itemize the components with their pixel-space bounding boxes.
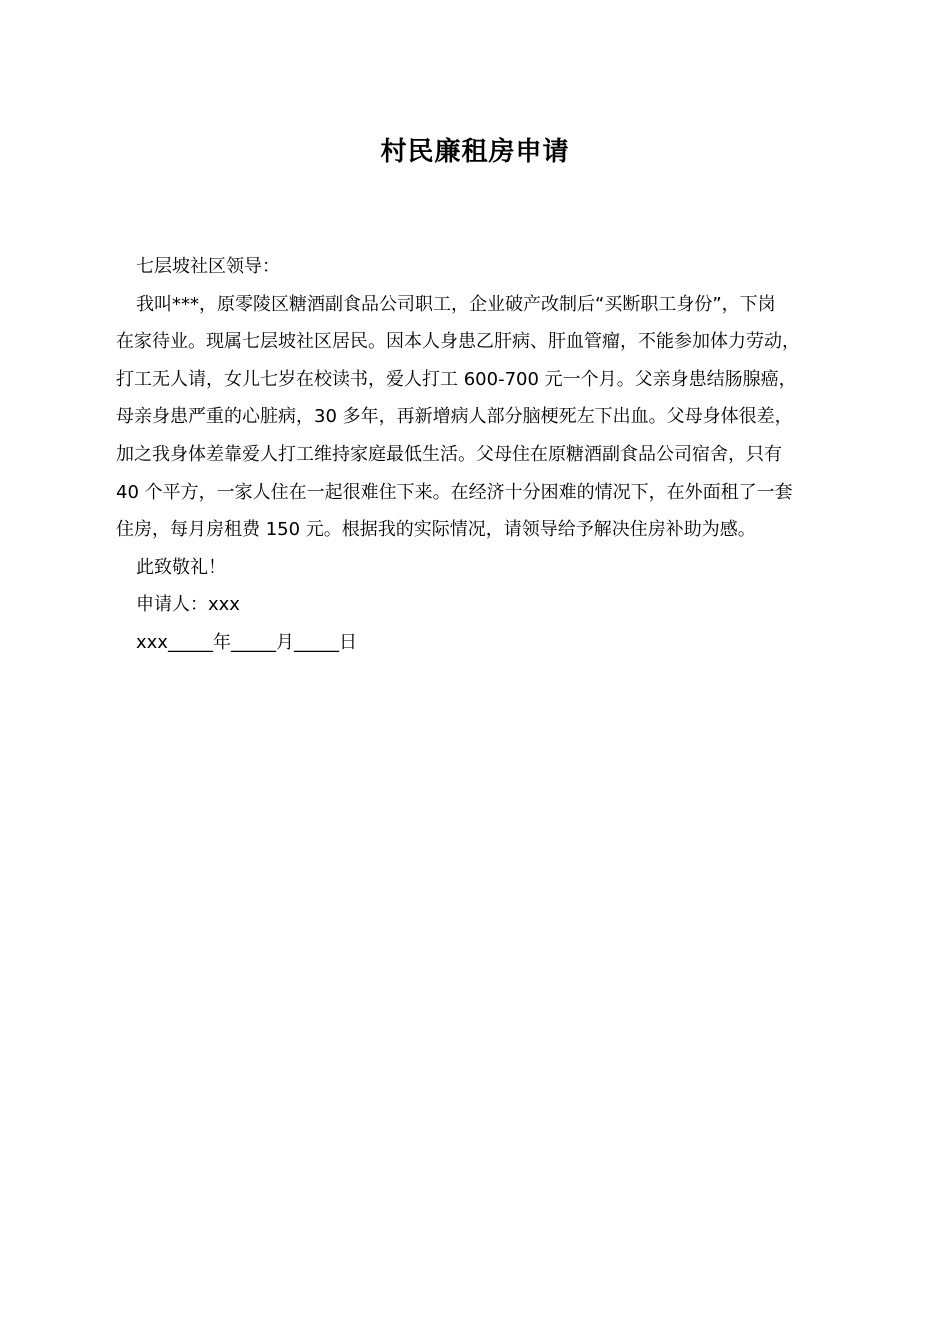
body-line: 打工无人请，女儿七岁在校读书，爱人打工 600-700 元一个月。父亲身患结肠腺癌， bbox=[116, 368, 797, 390]
closing: 此致敬礼！ bbox=[136, 556, 226, 578]
salutation: 七层坡社区领导： bbox=[136, 256, 280, 277]
body-line: 加之我身体差靠爱人打工维持家庭最低生活。父母住在原糖酒副食品公司宿舍，只有 bbox=[116, 443, 782, 465]
body-line: 母亲身患严重的心脏病，30 多年，再新增病人部分脑梗死左下出血。父母身体很差， bbox=[116, 406, 793, 428]
body-line: 40 个平方，一家人住在一起很难住下来。在经济十分困难的情况下，在外面租了一套 bbox=[116, 481, 793, 503]
body-line: 住房，每月房租费 150 元。根据我的实际情况，请领导给予解决住房补助为感。 bbox=[116, 519, 756, 541]
body-line: 在家待业。现属七层坡社区居民。因本人身患乙肝病、肝血管瘤，不能参加体力劳动， bbox=[116, 331, 800, 353]
date-line: xxx_____年_____月_____日 bbox=[136, 631, 357, 653]
document-body bbox=[116, 248, 850, 662]
body-line: 我叫***，原零陵区糖酒副食品公司职工，企业破产改制后“买断职工身份”，下岗 bbox=[136, 293, 776, 315]
applicant: 申请人：xxx bbox=[136, 594, 240, 616]
document-title: 村民廉租房申请 bbox=[380, 137, 570, 167]
